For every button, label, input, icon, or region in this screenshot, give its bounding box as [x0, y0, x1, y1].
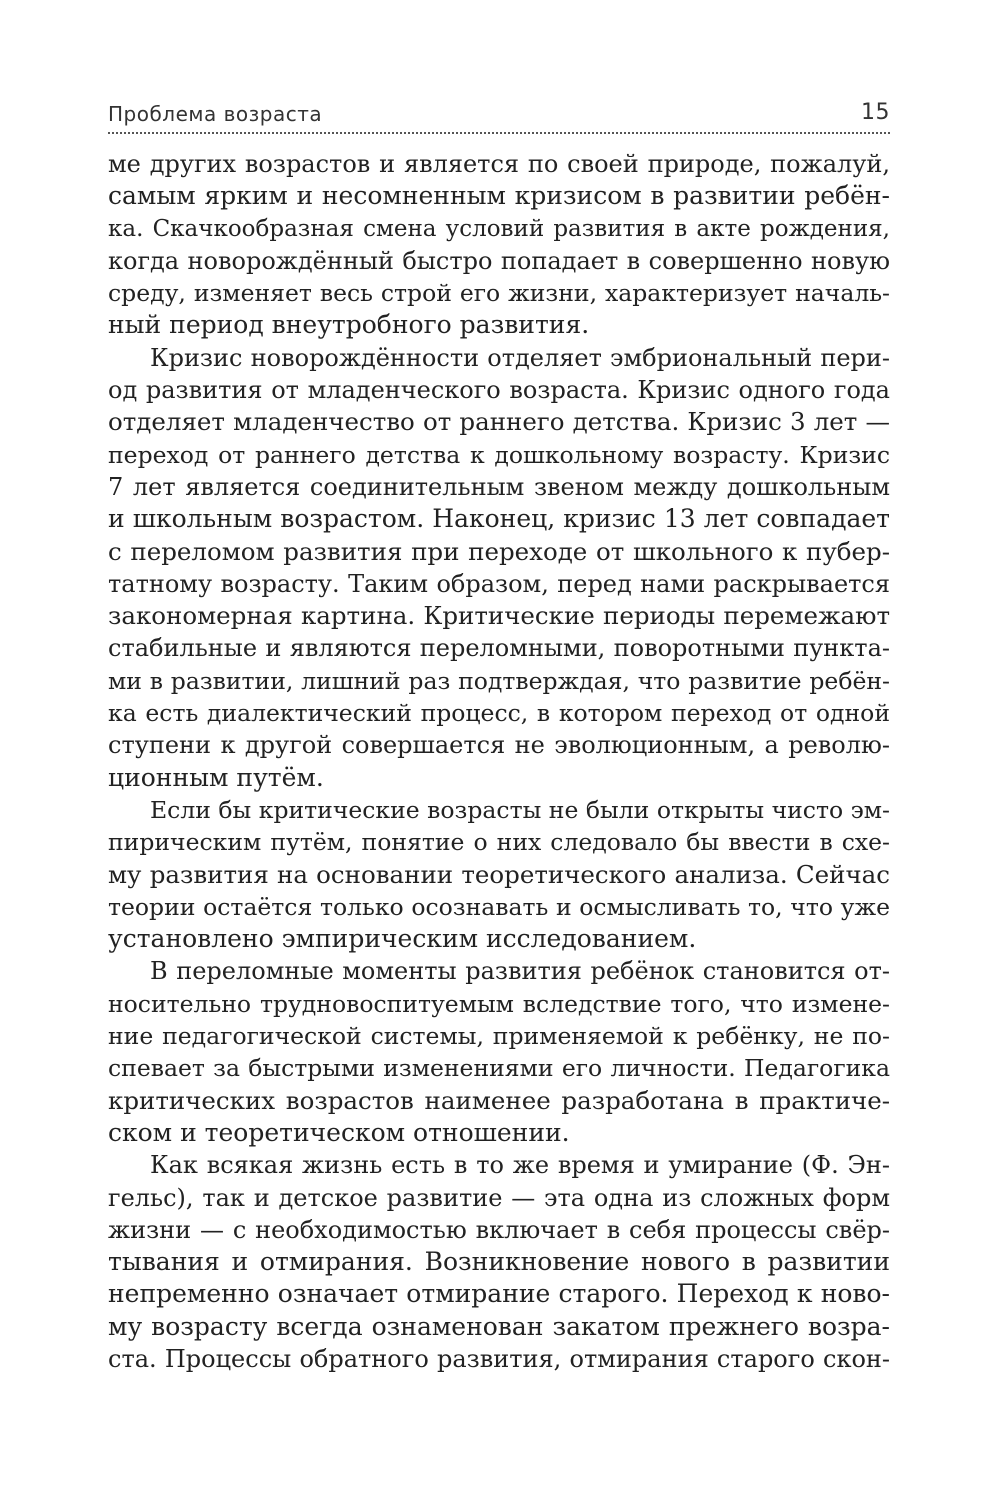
text-line: тывания и отмирания. Возникновение нового в развитии — [108, 1247, 890, 1277]
text-line: самым ярким и несомненным кризисом в развитии ребён- — [108, 181, 890, 211]
text-line: критических возрастов наименее разработана в практиче- — [108, 1085, 890, 1115]
paragraph-first-line: Если бы критические возрасты не были открыты чисто эм- — [150, 795, 890, 824]
text-line: жизни — с необходимостью включает в себя процессы свёр- — [108, 1215, 890, 1244]
paragraph-first-line: Кризис новорождённости отделяет эмбриональный пери- — [150, 343, 890, 372]
text-line: му развития на основании теоретического анализа. Сейчас — [108, 859, 890, 889]
text-line: теории остаётся только осознавать и осмысливать то, что уже — [108, 892, 890, 921]
text-line: среду, изменяет весь строй его жизни, характеризует началь- — [108, 279, 890, 308]
text-line: му возрасту всегда ознаменован закатом прежнего возра- — [108, 1311, 890, 1341]
text-line: непременно означает отмирание старого. Переход к ново- — [108, 1279, 890, 1309]
text-line: ста. Процессы обратного развития, отмирания старого скон- — [108, 1344, 890, 1373]
body-text — [108, 148, 890, 1375]
paragraph-first-line: В переломные моменты развития ребёнок становится от- — [150, 957, 890, 986]
text-line: спевает за быстрыми изменениями его личности. Педагогика — [108, 1054, 890, 1083]
text-line: отделяет младенчество от раннего детства. Кризис 3 лет — — [108, 407, 890, 437]
text-line: ние педагогической системы, применяемой к ребёнку, не по- — [108, 1022, 890, 1051]
text-line: закономерная картина. Критические периоды перемежают — [108, 601, 890, 631]
text-line: с переломом развития при переходе от школьного к пубер- — [108, 536, 890, 566]
text-line: ми в развитии, лишний раз подтверждая, что развитие ребён- — [108, 666, 890, 695]
text-line: 7 лет является соединительным звеном между дошкольным — [108, 472, 890, 501]
text-line: ском и теоретическом отношении. — [108, 1117, 570, 1147]
text-line: ме других возрастов и является по своей природе, пожалуй, — [108, 150, 890, 178]
paragraph-first-line: Как всякая жизнь есть в то же время и умирание (Ф. Эн- — [150, 1151, 890, 1180]
page-number: 15 — [861, 100, 890, 125]
chapter-title: Проблема возраста — [108, 102, 323, 126]
text-line: ка есть диалектический процесс, в котором переход от одной — [108, 699, 890, 728]
text-line: ционным путём. — [108, 762, 324, 792]
text-line: ный период внеутробного развития. — [108, 310, 590, 340]
text-line: ступени к другой совершается не эволюционным, а револю- — [108, 731, 890, 760]
running-header — [108, 98, 890, 134]
text-line: установлено эмпирическим исследованием. — [108, 924, 697, 954]
text-line: пирическим путём, понятие о них следовало бы ввести в схе- — [108, 828, 890, 857]
text-line: когда новорождённый быстро попадает в совершенно новую — [108, 246, 890, 275]
text-line: стабильные и являются переломными, поворотными пункта- — [108, 634, 890, 663]
text-line: и школьным возрастом. Наконец, кризис 13 лет совпадает — [108, 504, 890, 534]
text-line: носительно трудновоспитуемым вследствие того, что измене- — [108, 989, 890, 1018]
text-line: ка. Скачкообразная смена условий развития в акте рождения, — [108, 215, 890, 242]
text-line: татному возрасту. Таким образом, перед нами раскрывается — [108, 569, 890, 598]
text-line: од развития от младенческого возраста. Кризис одного года — [108, 376, 890, 405]
text-line: гельс), так и детское развитие — эта одна из сложных форм — [108, 1183, 890, 1212]
text-line: переход от раннего детства к дошкольному возрасту. Кризис — [108, 440, 890, 469]
